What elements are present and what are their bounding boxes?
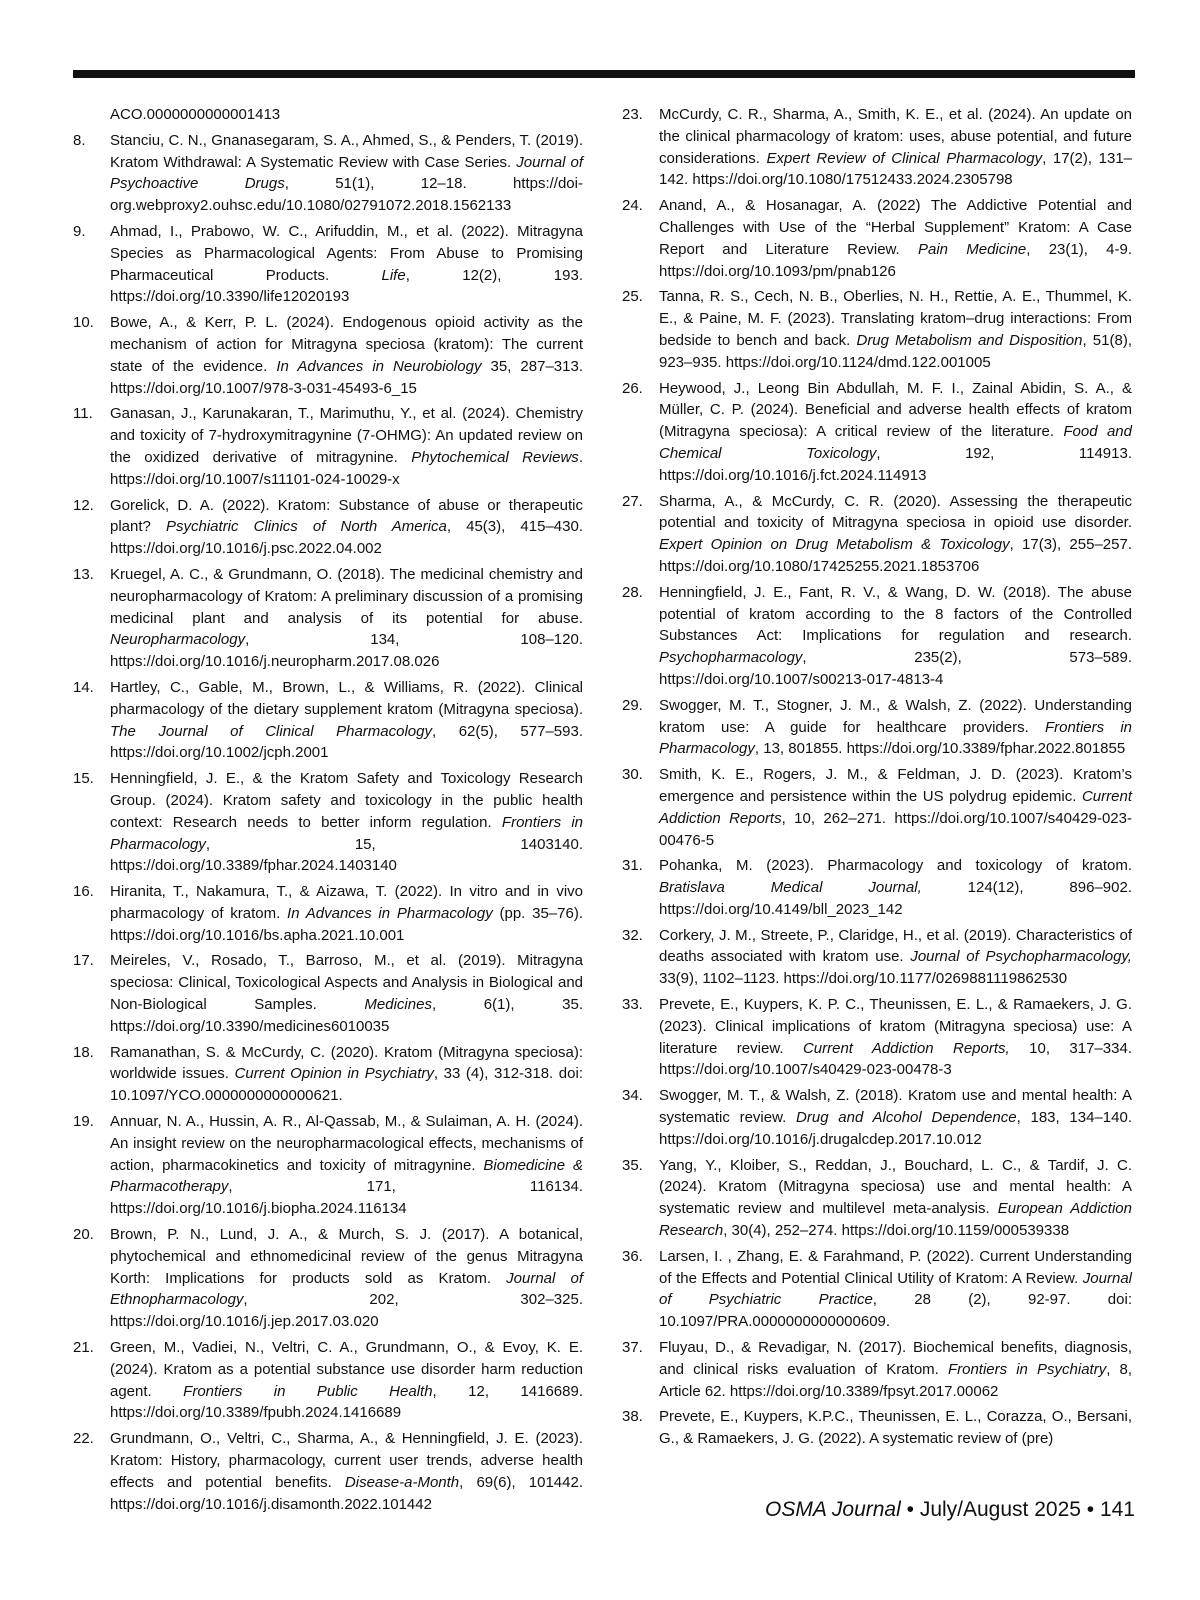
reference-text-part: Stanciu, C. N., Gnanasegaram, S. A., Ahmed, S., & Penders, T. (2019). Kratom Withdrawal: A Systematic Review with Case Series. [110,131,583,171]
reference-text-part: Gorelick, D. A. (2022). Kratom: Substance of abuse or therapeutic plant? [110,496,583,536]
reference-text-part: 35, 287–313. https://doi.org/10.1007/978-3-031-45493-6_15 [110,357,583,397]
reference-item [622,286,1132,373]
reference-source: Bratislava Medical Journal, [659,879,922,897]
reference-source: Pain Medicine [917,240,1027,258]
reference-text [110,881,583,946]
footer-journal: OSMA Journal [765,1498,901,1521]
reference-text [659,764,1132,851]
reference-text-part: Ahmad, I., Prabowo, W. C., Arifuddin, M., et al. (2022). Mitragyna Species as Pharmacological Agents: From Abuse to Promising Pharmaceutical Products. [110,222,583,284]
reference-text-part: Meireles, V., Rosado, T., Barroso, M., et al. (2019). Mitragyna speciosa: Clinical, Toxicological Aspects and Analysis in Biological and Non-Biological Samples. [110,952,583,1014]
reference-text-part: , 235(2), 573–589. https://doi.org/10.1007/s00213-017-4813-4 [659,649,1132,688]
reference-text-part: Pohanka, M. (2023). Pharmacology and toxicology of kratom. [659,857,1132,875]
reference-text [659,1246,1132,1333]
reference-text-part: Annuar, N. A., Hussin, A. R., Al-Qassab, M., & Sulaiman, A. H. (2024). An insight review on the neuropharmacological effects, mechanisms of action, pharmacokinetics and toxicity of mitragynine. [110,1113,583,1174]
reference-text-part: , 202, 302–325. https://doi.org/10.1016/j.jep.2017.03.020 [110,1291,583,1331]
reference-text-part: Ramanathan, S. & McCurdy, C. (2020). Kratom (Mitragyna speciosa): worldwide issues. [110,1043,583,1083]
reference-item [622,764,1132,851]
reference-item [73,768,583,877]
reference-text-part: , 15, 1403140. https://doi.org/10.3389/fphar.2024.1403140 [110,835,583,875]
reference-item [622,195,1132,282]
reference-item [622,582,1132,691]
reference-number: 20. [73,1226,94,1244]
reference-source: European Addiction Research [659,1200,1132,1240]
reference-source: Frontiers in Public Health [183,1382,433,1400]
reference-number: 24. [622,197,643,215]
left-column [73,104,583,1519]
reference-source: Journal of Ethnopharmacology [110,1269,583,1309]
reference-number: 16. [73,883,94,901]
reference-text-part: , 171, 116134. https://doi.org/10.1016/j.biopha.2024.116134 [110,1178,583,1218]
reference-text-part: , 8, Article 62. https://doi.org/10.3389/fpsyt.2017.00062 [659,1360,1132,1400]
reference-item [73,1111,583,1220]
reference-text-part: , 183, 134–140. https://doi.org/10.1016/j.drugalcdep.2017.10.012 [659,1109,1132,1148]
reference-text [110,950,583,1037]
reference-source: Drug Metabolism and Disposition [856,331,1083,349]
reference-number: 26. [622,379,643,397]
header-rule [73,70,1135,78]
reference-text [659,286,1132,373]
reference-text-part: , 51(1), 12–18. https://doi-org.webproxy2.ouhsc.edu/10.1080/02791072.2018.1562133 [110,175,583,215]
reference-number: 22. [73,1430,94,1448]
reference-number: 35. [622,1156,643,1174]
reference-list-left [73,130,583,1516]
reference-source: The Journal of Clinical Pharmacology [110,722,432,740]
continuation-text: ACO.0000000000001413 [110,106,281,123]
reference-number: 32. [622,926,643,944]
reference-text-part: 124(12), 896–902. https://doi.org/10.4149/bll_2023_142 [659,879,1132,918]
reference-text-part: (pp. 35–76). https://doi.org/10.1016/bs.apha.2021.10.001 [110,904,583,944]
reference-text-part: , 23(1), 4-9. https://doi.org/10.1093/pm/pnab126 [659,240,1132,280]
reference-text-part: Henningfield, J. E., Fant, R. V., & Wang, D. W. (2018). The abuse potential of kratom according to the 8 factors of the Controlled Substances Act: Implications for regulation and research. [659,583,1132,645]
reference-item [622,1406,1132,1450]
reference-text-part: Hartley, C., Gable, M., Brown, L., & Williams, R. (2022). Clinical pharmacology of the dietary supplement kratom (Mitragyna speciosa). [110,678,583,718]
reference-text-part: Ganasan, J., Karunakaran, T., Marimuthu, Y., et al. (2024). Chemistry and toxicity of 7-hydroxymitragynine (7-OHMG): An updated review on the oxidized derivative of mitragynine. [110,405,583,466]
reference-source: In Advances in Pharmacology [287,904,493,922]
reference-text [110,1337,583,1424]
reference-source: Current Addiction Reports, [802,1039,1010,1057]
reference-item [73,677,583,764]
reference-source: Frontiers in Psychiatry [947,1360,1107,1378]
reference-text-part: , 45(3), 415–430. https://doi.org/10.1016/j.psc.2022.04.002 [110,518,583,558]
reference-source: Food and Chemical Toxicology [659,423,1132,462]
reference-text-part: 10, 317–334. https://doi.org/10.1007/s40429-023-00478-3 [659,1039,1132,1079]
reference-text-part: , 17(2), 131–142. https://doi.org/10.1080/17512433.2024.2305798 [659,149,1133,189]
reference-text-part: Prevete, E., Kuypers, K. P. C., Theunissen, E. L., & Ramaekers, J. G. (2023). Clinical implications of kratom (Mitragyna speciosa) use: A literature review. [659,996,1132,1057]
reference-number: 38. [622,1408,643,1426]
reference-source: Psychopharmacology [659,649,803,667]
reference-item [622,1246,1132,1333]
reference-text-part: Tanna, R. S., Cech, N. B., Oberlies, N. H., Rettie, A. E., Thummel, K. E., & Paine, M. F. (2023). Translating kratom–drug interactions: From bedside to bench and back. [659,288,1132,349]
reference-text-part: Bowe, A., & Kerr, P. L. (2024). Endogenous opioid activity as the mechanism of action for Mitragyna speciosa (kratom): The current state of the evidence. [110,314,583,375]
reference-text-part: 33(9), 1102–1123. https://doi.org/10.1177/0269881119862530 [659,970,1068,988]
reference-number: 21. [73,1339,94,1357]
reference-item [73,1337,583,1424]
reference-number: 17. [73,952,94,970]
reference-item [622,855,1132,920]
footer-separator: • [900,1498,920,1521]
reference-number: 29. [622,696,643,714]
reference-text-part: , 28 (2), 92-97. doi: 10.1097/PRA.0000000000000609. [659,1291,1132,1331]
footer-page-number: 141 [1099,1498,1135,1521]
reference-item [73,495,583,560]
reference-number: 33. [622,996,643,1014]
reference-number: 23. [622,106,643,123]
reference-text [659,491,1132,578]
reference-item [73,130,583,217]
reference-number: 18. [73,1043,94,1061]
reference-number: 9. [73,222,86,240]
reference-text-part: Anand, A., & Hosanagar, A. (2022) The Addictive Potential and Challenges with Use of the “Herbal Supplement” Kratom: A Case Report and Literature Review. [659,197,1132,258]
footer-issue: July/August 2025 [919,1498,1081,1521]
reference-text [110,1428,583,1515]
reference-text [110,564,583,673]
reference-item [622,1085,1132,1150]
reference-source: Journal of Psychopharmacology, [910,948,1132,966]
reference-item [73,1224,583,1333]
reference-text [110,221,583,308]
reference-item [73,881,583,946]
reference-text [659,855,1132,920]
reference-text-part: , 17(3), 255–257. https://doi.org/10.1080/17425255.2021.1853706 [659,536,1132,575]
reference-text-part: Green, M., Vadiei, N., Veltri, C. A., Grundmann, O., & Evoy, K. E. (2024). Kratom as a potential substance use disorder harm reduction agent. [110,1339,583,1400]
reference-item [73,312,583,399]
reference-text [659,695,1132,760]
reference-text [659,1155,1132,1242]
reference-source: In Advances in Neurobiology [276,357,482,375]
reference-number: 15. [73,770,94,788]
reference-text-part: Swogger, M. T., Stogner, J. M., & Walsh, Z. (2022). Understanding kratom use: A guide for healthcare providers. [659,696,1132,736]
reference-source: Phytochemical Reviews [411,448,579,466]
reference-source: Biomedicine & Pharmacotherapy [110,1156,584,1196]
reference-text [659,1337,1132,1402]
reference-number: 10. [73,314,94,332]
reference-item [73,403,583,490]
reference-number: 13. [73,565,94,583]
reference-item [622,104,1132,191]
reference-text-part: Corkery, J. M., Streete, P., Claridge, H., et al. (2019). Characteristics of deaths associated with kratom use. [659,926,1132,966]
reference-text [110,1042,583,1107]
reference-source: Disease-a-Month [344,1473,460,1491]
reference-source: Frontiers in Pharmacology [659,718,1132,758]
reference-text-part: , 13, 801855. https://doi.org/10.3389/fphar.2022.801855 [754,740,1126,758]
reference-text [659,582,1132,691]
reference-text [659,195,1132,282]
reference-text-part: Fluyau, D., & Revadigar, N. (2017). Biochemical benefits, diagnosis, and clinical risks evaluation of Kratom. [659,1339,1132,1378]
reference-text-part: Yang, Y., Kloiber, S., Reddan, J., Bouchard, L. C., & Tardif, J. C. (2024). Kratom (Mitragyna speciosa) use and mental health: A systematic review and multilevel meta-analysis. [659,1156,1132,1218]
reference-list-right [622,104,1132,1450]
reference-text [110,1111,583,1220]
reference-text-part: . https://doi.org/10.1007/s11101-024-10029-x [110,448,583,488]
reference-text [659,925,1132,990]
reference-text-part: , 6(1), 35. https://doi.org/10.3390/medicines6010035 [110,996,583,1035]
reference-source: Medicines [364,996,432,1014]
reference-text-part: , 62(5), 577–593. https://doi.org/10.1002/jcph.2001 [110,722,583,762]
reference-item [73,1042,583,1107]
right-column [622,104,1132,1454]
reference-item [73,564,583,673]
reference-text-part: , 134, 108–120. https://doi.org/10.1016/j.neuropharm.2017.08.026 [110,631,583,671]
reference-text [659,104,1132,191]
reference-text-part: Kruegel, A. C., & Grundmann, O. (2018). The medicinal chemistry and neuropharmacology of Kratom: A preliminary discussion of a promising medicinal plant and analysis of its potential for abuse. [110,565,583,627]
reference-source: Expert Review of Clinical Pharmacology [766,149,1043,167]
reference-text-part: , 30(4), 252–274. https://doi.org/10.1159/000539338 [723,1222,1070,1240]
reference-text [659,994,1132,1081]
reference-text [110,403,583,490]
reference-text-part: , 12(2), 193. https://doi.org/10.3390/life12020193 [110,266,583,306]
reference-number: 28. [622,583,643,601]
reference-number: 36. [622,1247,643,1265]
reference-text [110,312,583,399]
reference-number: 31. [622,857,643,875]
footer-separator: • [1080,1498,1100,1521]
reference-text-part: , 10, 262–271. https://doi.org/10.1007/s40429-023-00476-5 [659,809,1132,849]
reference-text-part: Heywood, J., Leong Bin Abdullah, M. F. I., Zainal Abidin, S. A., & Müller, C. P. (2024). Beneficial and adverse health effects of kratom (Mitragyna speciosa): A critical review of the literature. [659,379,1132,441]
reference-text-part: , 192, 114913. https://doi.org/10.1016/j.fct.2024.114913 [659,444,1132,484]
reference-source: Drug and Alcohol Dependence [796,1109,1017,1127]
page-footer [765,1498,1135,1522]
reference-item [622,491,1132,578]
reference-source: Frontiers in Pharmacology [110,813,584,853]
reference-item [73,221,583,308]
reference-text [110,768,583,877]
reference-text-part: Henningfield, J. E., & the Kratom Safety and Toxicology Research Group. (2024). Kratom safety and toxicology in the public health context: Research needs to better inform regulation. [110,770,583,831]
reference-text-part: McCurdy, C. R., Sharma, A., Smith, K. E., et al. (2024). An update on the clinical pharmacology of kratom: uses, abuse potential, and future considerations. [659,106,1132,167]
reference-text [110,1224,583,1333]
reference-item [622,1337,1132,1402]
reference-text-part: , 69(6), 101442. https://doi.org/10.1016/j.disamonth.2022.101442 [110,1473,583,1513]
reference-source: Neuropharmacology [110,631,246,649]
reference-item [622,695,1132,760]
reference-text-part: Prevete, E., Kuypers, K.P.C., Theunissen, E. L., Corazza, O., Bersani, G., & Ramaekers, J. G. (2022). A systematic review of (pre) [659,1408,1132,1448]
reference-text-part: Smith, K. E., Rogers, J. M., & Feldman, J. D. (2023). Kratom’s emergence and persistence within the US polydrug epidemic. [659,766,1132,805]
reference-text-part: , 33 (4), 312-318. doi: 10.1097/YCO.0000000000000621. [110,1065,583,1105]
reference-item [73,950,583,1037]
reference-item [622,925,1132,990]
reference-text-part: Grundmann, O., Veltri, C., Sharma, A., & Henningfield, J. E. (2023). Kratom: History, pharmacology, current user trends, adverse health effects and potential benefits. [110,1430,583,1491]
reference-number: 27. [622,492,643,510]
reference-number: 37. [622,1339,643,1357]
reference-text-part: Sharma, A., & McCurdy, C. R. (2020). Assessing the therapeutic potential and toxicity of Mitragyna speciosa in opioid use disorder. [659,492,1132,532]
reference-source: Life [381,266,406,284]
reference-number: 25. [622,288,643,306]
reference-text [659,1085,1132,1150]
reference-number: 8. [73,131,86,149]
reference-text [110,495,583,560]
reference-text-part: Brown, P. N., Lund, J. A., & Murch, S. J. (2017). A botanical, phytochemical and ethnomedicinal review of the genus Mitragyna Korth: Implications for products sold as Kratom. [110,1226,583,1287]
reference-source: Journal of Psychiatric Practice [659,1269,1132,1309]
reference-text-part: Larsen, I. , Zhang, E. & Farahmand, P. (2022). Current Understanding of the Effects and Potential Clinical Utility of Kratom: A Review. [659,1247,1132,1287]
reference-number: 30. [622,766,643,784]
reference-source: Journal of Psychoactive Drugs [110,153,583,193]
reference-text [110,677,583,764]
reference-source: Expert Opinion on Drug Metabolism & Toxicology [659,536,1010,554]
reference-text [659,378,1132,487]
reference-number: 12. [73,496,94,514]
reference-source: Psychiatric Clinics of North America [166,518,447,536]
reference-source: Current Addiction Reports [659,787,1132,827]
reference-source: Current Opinion in Psychiatry [234,1065,434,1083]
reference-text-part: Hiranita, T., Nakamura, T., & Aizawa, T. (2022). In vitro and in vivo pharmacology of kratom. [110,883,583,922]
reference-text-part: , 51(8), 923–935. https://doi.org/10.1124/dmd.122.001005 [659,331,1132,371]
reference-item [73,1428,583,1515]
reference-item [622,378,1132,487]
reference-text-part: , 12, 1416689. https://doi.org/10.3389/fpubh.2024.1416689 [110,1382,584,1422]
reference-number: 19. [73,1113,94,1131]
reference-number: 14. [73,678,94,696]
reference-number: 34. [622,1087,643,1105]
reference-text [659,1406,1132,1450]
reference-item [622,994,1132,1081]
reference-text [110,130,583,217]
reference-text-part: Swogger, M. T., & Walsh, Z. (2018). Kratom use and mental health: A systematic review. [659,1087,1132,1127]
reference-item [622,1155,1132,1242]
reference-number: 11. [73,405,93,423]
